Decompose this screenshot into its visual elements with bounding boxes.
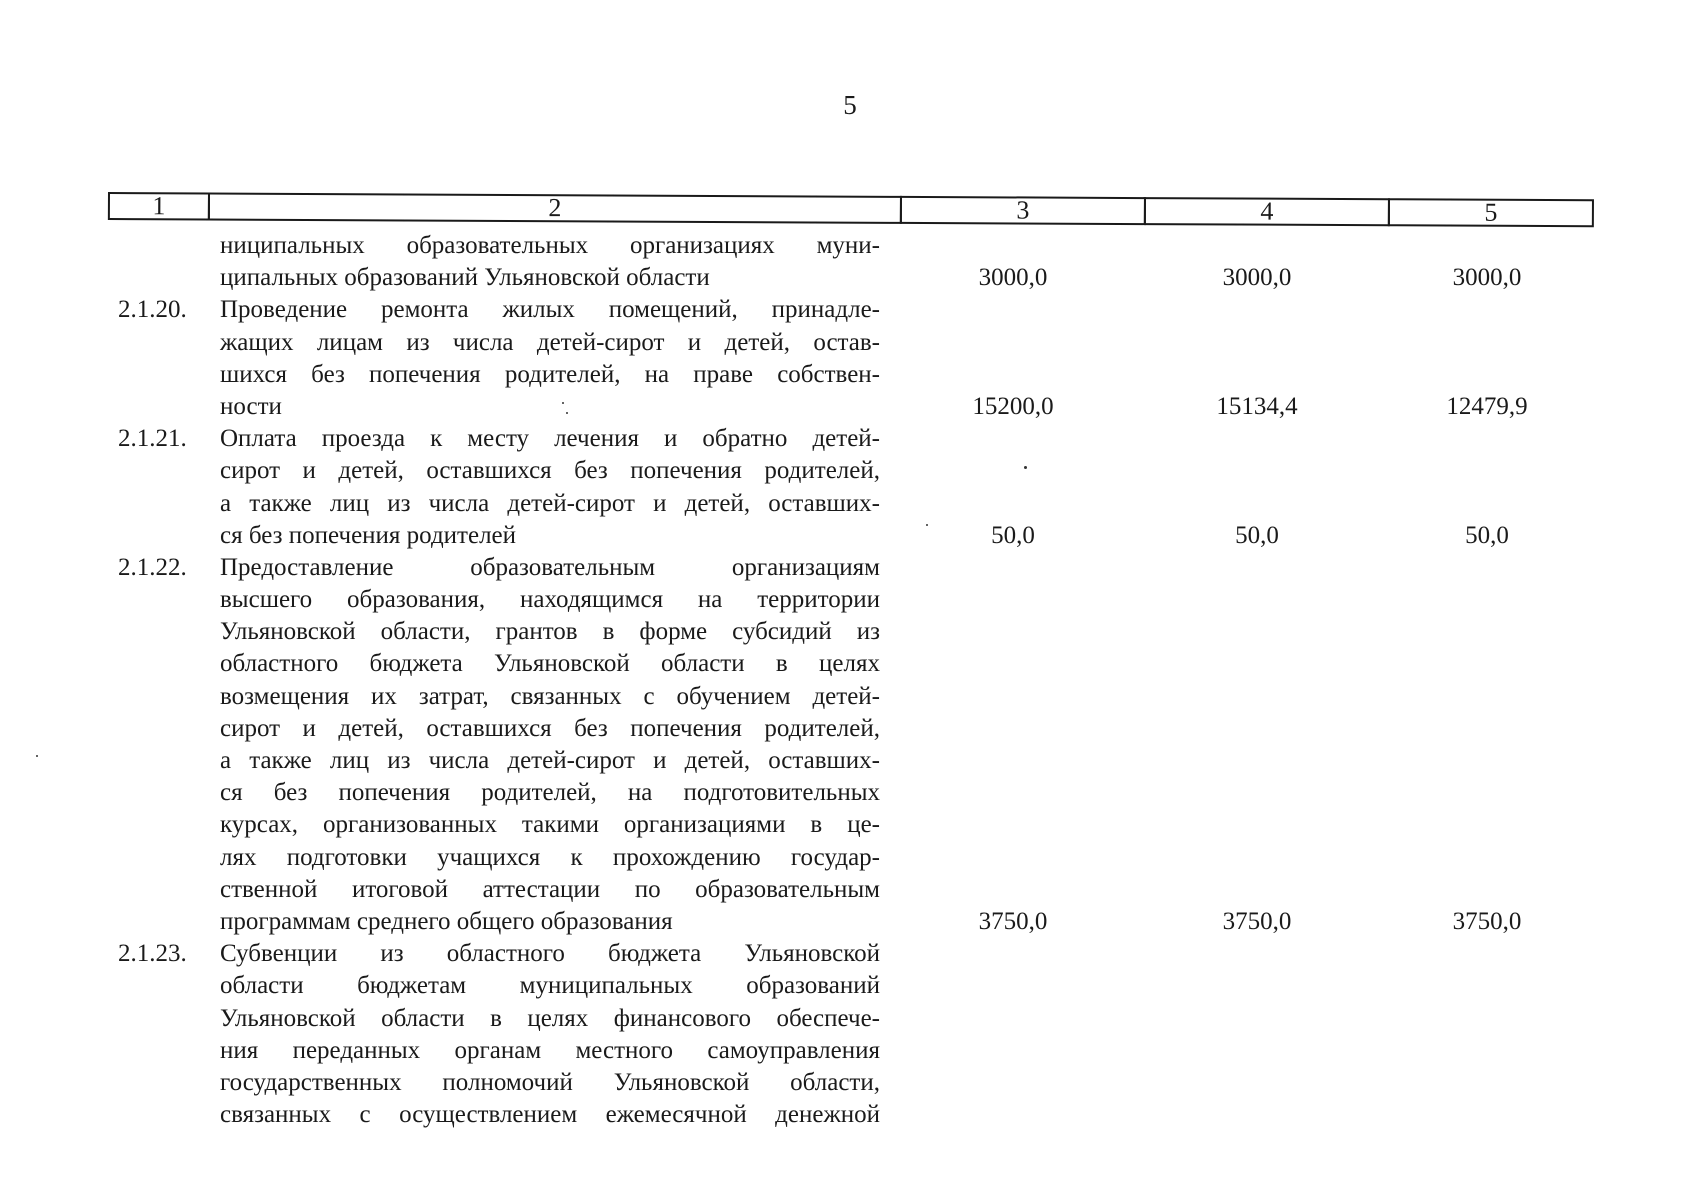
table-row <box>0 455 1699 487</box>
row-text: ципальных образований Ульяновской области <box>220 264 710 292</box>
value-column-5: 3750,0 <box>1452 907 1522 935</box>
value-column-4: 15134,4 <box>1216 392 1298 420</box>
value-column-3: 15200,0 <box>972 392 1054 420</box>
table-row <box>0 423 1699 455</box>
row-text: а также лиц из числа детей-сирот и детей, оставших- <box>220 747 880 774</box>
table-row <box>0 1067 1699 1099</box>
table-row <box>0 294 1699 326</box>
table-row <box>0 1099 1699 1131</box>
table-row <box>0 327 1699 359</box>
row-text: курсах, организованных такими организациями в це- <box>220 811 880 839</box>
row-text: возмещения их затрат, связанных с обучением детей- <box>220 682 880 710</box>
scan-speck <box>566 412 568 414</box>
table-row <box>0 488 1699 520</box>
table-row <box>0 552 1699 584</box>
table-row <box>0 616 1699 648</box>
row-text: государственных полномочий Ульяновской области, <box>220 1068 880 1096</box>
row-text: сирот и детей, оставшихся без попечения родителей, <box>220 714 880 742</box>
row-number: 2.1.21. <box>118 425 187 453</box>
table-row <box>0 777 1699 809</box>
value-column-3: 3750,0 <box>978 907 1048 935</box>
row-text: ся без попечения родителей, на подготовительных <box>220 779 880 807</box>
value-column-5: 3000,0 <box>1452 264 1522 292</box>
value-column-3: 50,0 <box>991 521 1035 549</box>
row-text: Оплата проезда к месту лечения и обратно детей- <box>220 425 880 453</box>
row-text: лях подготовки учащихся к прохождению государ- <box>220 843 880 871</box>
row-text: Предоставление образовательным организациям <box>220 553 880 581</box>
table-body <box>0 230 1699 1131</box>
column-number-2: 2 <box>208 192 902 223</box>
row-text: Проведение ремонта жилых помещений, принадле- <box>220 296 880 324</box>
row-text: сирот и детей, оставшихся без попечения родителей, <box>220 457 880 485</box>
row-text: ности <box>220 392 282 420</box>
row-text: Ульяновской области, грантов в форме субсидий из <box>220 618 880 646</box>
table-row <box>0 584 1699 616</box>
row-text: ниципальных образовательных организациях муни- <box>220 232 880 259</box>
table-row <box>0 1035 1699 1067</box>
scan-speck <box>926 524 928 526</box>
row-text: ния переданных органам местного самоуправления <box>220 1036 880 1064</box>
table-row <box>0 520 1699 552</box>
scan-speck <box>36 755 38 757</box>
value-column-4: 50,0 <box>1235 521 1279 549</box>
row-text: высшего образования, находящимся на территории <box>220 586 880 614</box>
row-text: ственной итоговой аттестации по образовательным <box>220 875 880 903</box>
table-row <box>0 809 1699 841</box>
table-row <box>0 970 1699 1002</box>
value-column-5: 50,0 <box>1465 521 1509 549</box>
row-text: связанных с осуществлением ежемесячной денежной <box>220 1101 880 1129</box>
row-text: Ульяновской области в целях финансового обеспече- <box>220 1004 880 1032</box>
table-row <box>0 648 1699 680</box>
row-number: 2.1.22. <box>118 553 187 581</box>
column-number-3: 3 <box>900 196 1146 225</box>
value-column-3: 3000,0 <box>978 264 1048 292</box>
row-number: 2.1.23. <box>118 940 187 968</box>
row-text: области бюджетам муниципальных образований <box>220 972 880 1000</box>
table-row <box>0 842 1699 874</box>
value-column-5: 12479,9 <box>1446 392 1528 420</box>
row-text: областного бюджета Ульяновской области в целях <box>220 650 880 678</box>
table-row <box>0 230 1699 262</box>
row-text: программам среднего общего образования <box>220 907 673 935</box>
table-row <box>0 938 1699 970</box>
value-column-4: 3000,0 <box>1222 264 1292 292</box>
row-text: а также лиц из числа детей-сирот и детей, оставших- <box>220 489 880 517</box>
table-row <box>0 874 1699 906</box>
table-row <box>0 262 1699 294</box>
row-text: ся без попечения родителей <box>220 521 517 549</box>
table-row <box>0 359 1699 391</box>
table-row <box>0 391 1699 423</box>
table-row <box>0 681 1699 713</box>
column-number-1: 1 <box>108 192 210 220</box>
table-row <box>0 745 1699 777</box>
table-row <box>0 1003 1699 1035</box>
scan-speck <box>1024 466 1027 469</box>
table-row <box>0 713 1699 745</box>
page-number: 5 <box>843 90 857 120</box>
column-number-4: 4 <box>1144 197 1390 226</box>
column-number-5: 5 <box>1388 198 1594 227</box>
row-text: шихся без попечения родителей, на праве собствен- <box>220 360 880 388</box>
row-text: жащих лицам из числа детей-сирот и детей, остав- <box>220 328 880 356</box>
table-column-header <box>108 192 1594 229</box>
value-column-4: 3750,0 <box>1222 907 1292 935</box>
row-number: 2.1.20. <box>118 296 187 324</box>
table-row <box>0 906 1699 938</box>
row-text: Субвенции из областного бюджета Ульяновской <box>220 940 880 968</box>
scan-speck <box>562 402 564 404</box>
